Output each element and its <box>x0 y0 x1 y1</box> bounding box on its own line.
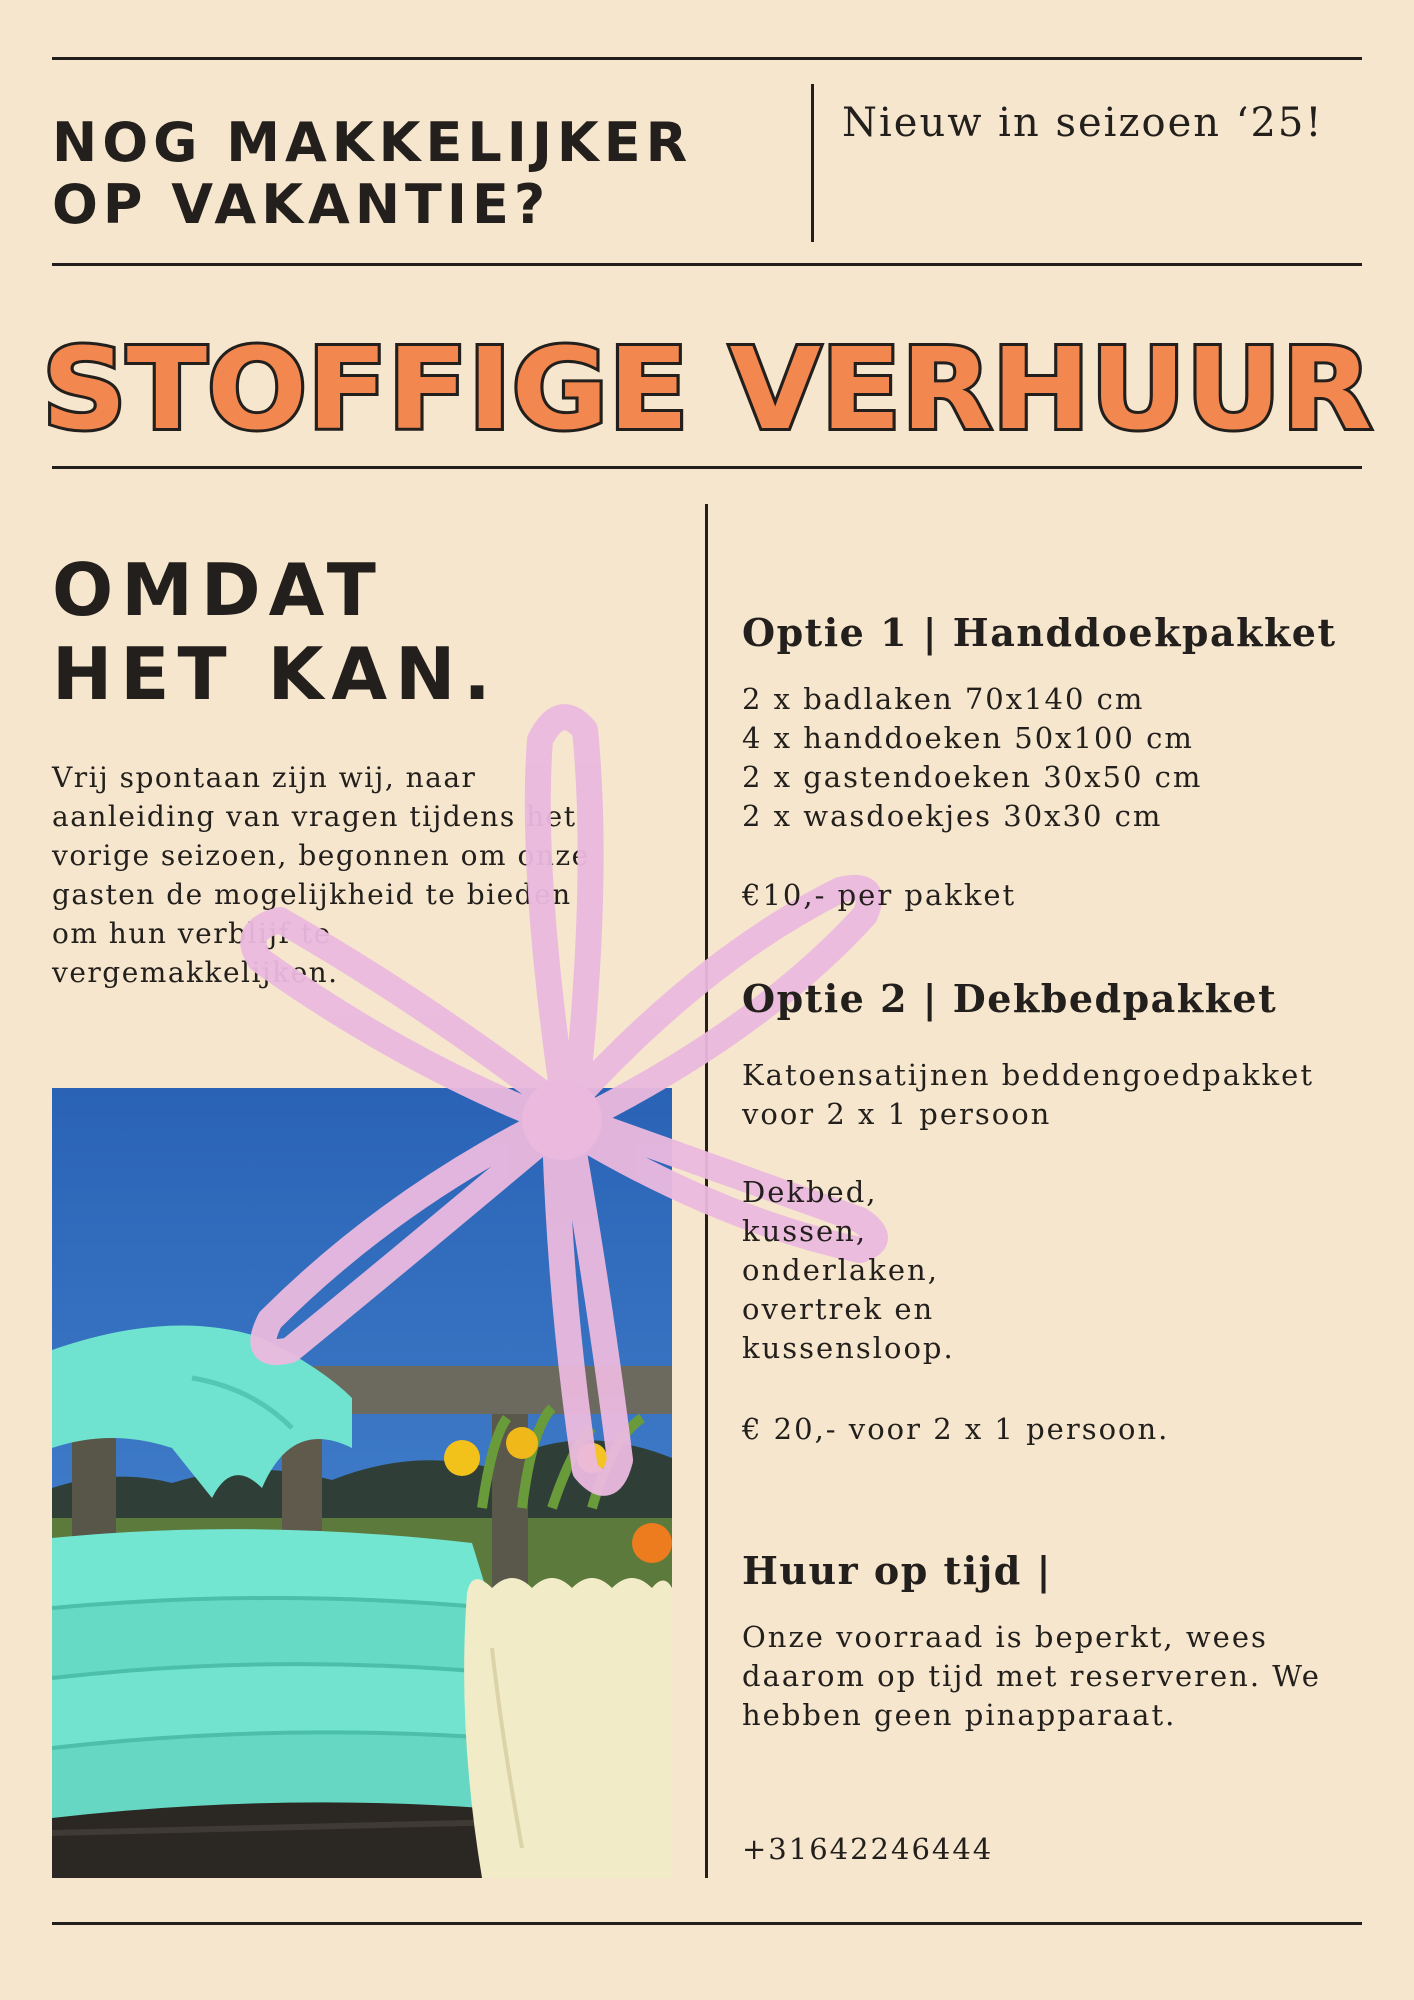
brand-title <box>42 330 1382 440</box>
title-rule <box>52 466 1362 469</box>
bottom-rule <box>52 1922 1362 1925</box>
header-rule <box>52 263 1362 266</box>
motto-line-2: HET KAN. <box>52 632 499 716</box>
kicker-line-2: OP VAKANTIE? <box>52 173 551 236</box>
season-note: Nieuw in seizoen ‘25! <box>842 100 1324 146</box>
towels-photo-illustration <box>52 1088 672 1878</box>
motto-line-1: OMDAT <box>52 548 384 632</box>
kicker-line-1: NOG MAKKELIJKER <box>52 111 693 174</box>
kicker-heading <box>52 112 692 236</box>
towels-photo <box>52 1088 672 1878</box>
option2-contents: Dekbed, kussen, onderlaken, overtrek en kussensloop. <box>742 1175 955 1365</box>
option1-item: 4 x handdoeken 50x100 cm <box>742 721 1194 755</box>
motto-heading <box>52 548 499 716</box>
header-divider <box>811 84 814 242</box>
option2-description: Katoensatijnen beddengoedpakket voor 2 x 1 persoon <box>742 1058 1314 1131</box>
option2-title: Optie 2 | Dekbedpakket <box>742 976 1278 1021</box>
option1-item: 2 x badlaken 70x140 cm <box>742 682 1145 716</box>
notice-title: Huur op tijd | <box>742 1548 1052 1593</box>
option1-item: 2 x wasdoekjes 30x30 cm <box>742 799 1163 833</box>
intro-paragraph: Vrij spontaan zijn wij, naar aanleiding van vragen tijdens het vorige seizoen, begonnen om onze gasten de mogelijkheid te bieden om hun verblijf te vergemakkelijken. <box>52 761 590 989</box>
option2-price: € 20,- voor 2 x 1 persoon. <box>742 1412 1170 1446</box>
option1-title: Optie 1 | Handdoekpakket <box>742 610 1337 655</box>
top-rule <box>52 57 1362 60</box>
notice-text: Onze voorraad is beperkt, wees daarom op tijd met reserveren. We hebben geen pinapparaat. <box>742 1620 1321 1732</box>
brand-title-text: STOFFIGE VERHUUR <box>42 330 1373 440</box>
option1-section <box>742 610 1342 655</box>
option1-item: 2 x gastendoeken 30x50 cm <box>742 760 1203 794</box>
contact-phone: +31642246444 <box>742 1832 994 1866</box>
column-divider <box>705 504 708 1878</box>
option1-price: €10,- per pakket <box>742 878 1017 912</box>
